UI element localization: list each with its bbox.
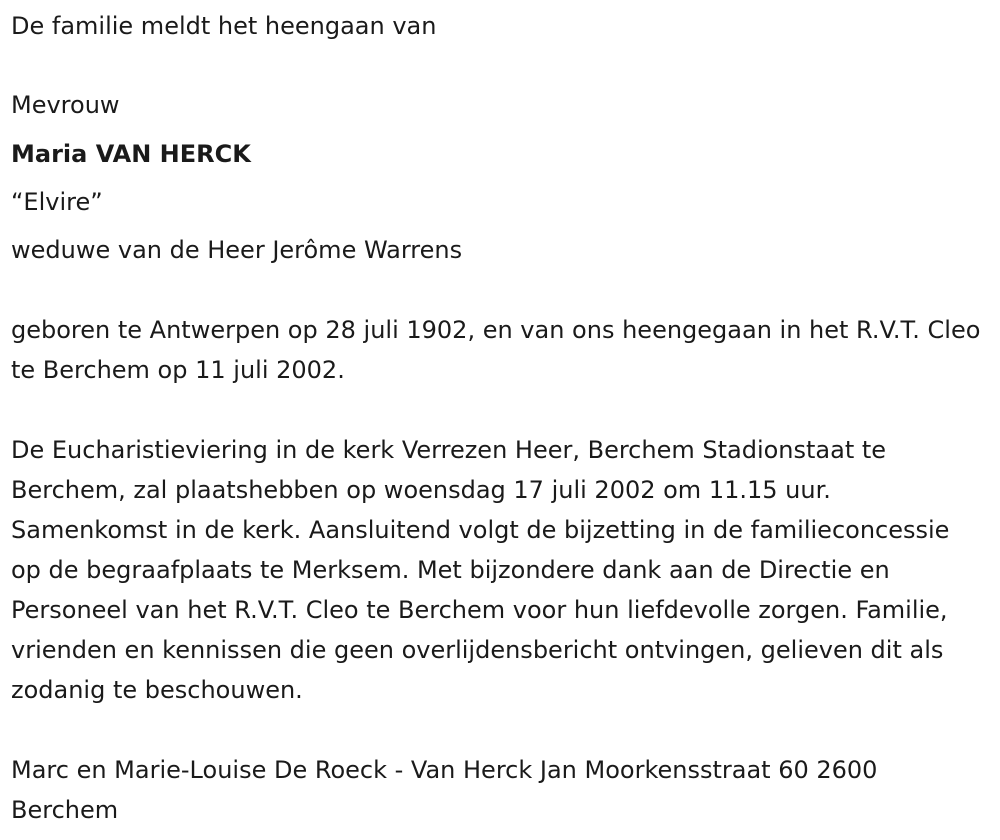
deceased-name: Maria VAN HERCK xyxy=(11,140,251,168)
nickname: “Elvire” xyxy=(11,188,103,216)
contact-paragraph: Marc en Marie-Louise De Roeck - Van Herck Jan Moorkensstraat 60 2600 Berchem xyxy=(11,756,878,824)
honorific-title: Mevrouw xyxy=(11,91,120,119)
ceremony-paragraph: De Eucharistieviering in de kerk Verrezen Heer, Berchem Stadionstaat te Berchem, zal plaatshebben op woensdag 17 juli 2002 om 11.15 uur. Samenkomst in de kerk. Aansluitend volgt de bijzetting in de familieconcessie op de begraafplaats te Merksem. Met bijzondere dank aan de Directie en Personeel van het R.V.T. Cleo te Berchem voor hun liefdevolle zorgen. Familie, vrienden en kennissen die geen overlijdensbericht ontvingen, gelieven dit als zodanig te beschouwen. xyxy=(11,436,950,704)
widow-of-text: weduwe van de Heer Jerôme Warrens xyxy=(11,236,463,264)
intro-text: De familie meldt het heengaan van xyxy=(11,12,437,40)
birth-death-paragraph: geboren te Antwerpen op 28 juli 1902, en van ons heengegaan in het R.V.T. Cleo te Berchem op 11 juli 2002. xyxy=(11,316,981,384)
